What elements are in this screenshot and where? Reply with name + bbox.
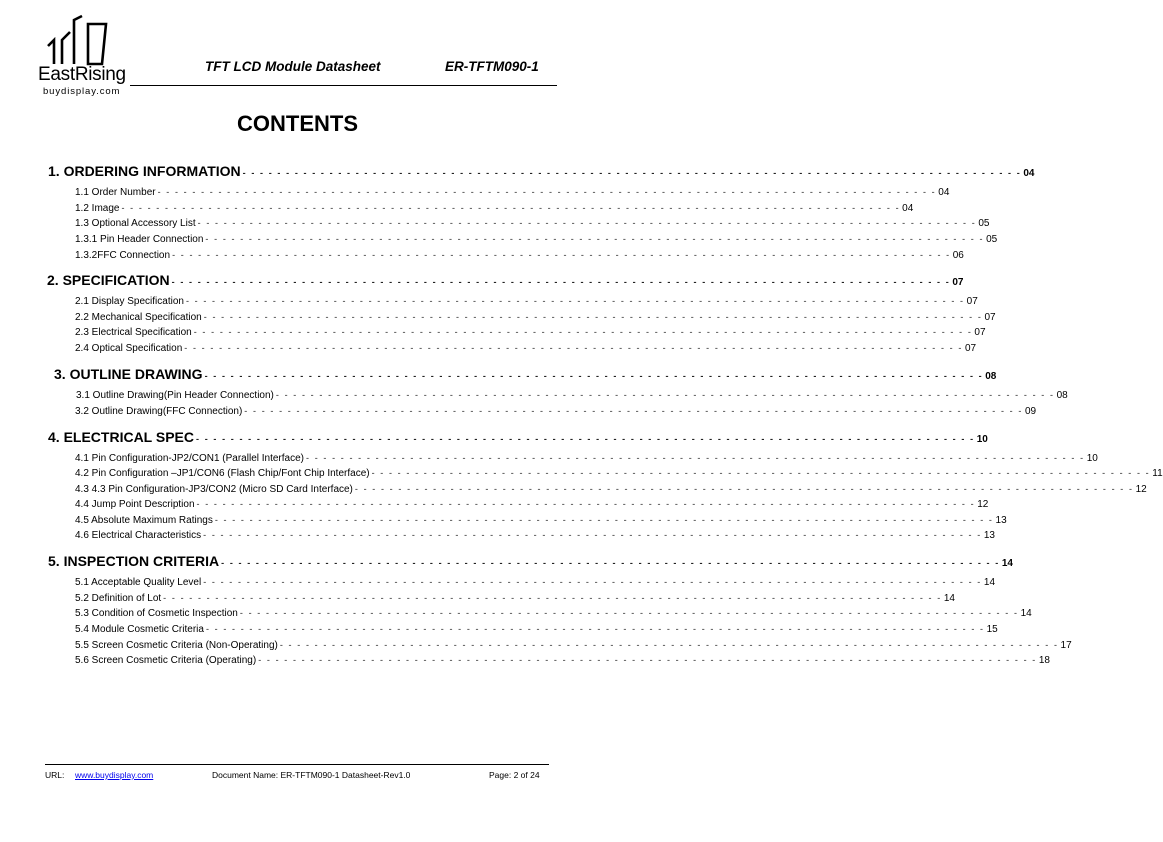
toc-page: 17 [1060,640,1072,651]
toc-entry-5-6[interactable] [75,655,1050,671]
toc-label: 1.3.1 Pin Header Connection [75,234,204,245]
toc-leader: - - - - - - - - - - - - - - - - - - - - - - - - - - - - - - - - - - - - - - - - - - - - - - - - - - - - - - - - - - - - - - - - - - - - - - - - - - - - - - - - - - - - - - - - - - [242,168,1022,178]
toc-leader: - - - - - - - - - - - - - - - - - - - - - - - - - - - - - - - - - - - - - - - - - - - - - - - - - - - - - - - - - - - - - - - - - - - - - - - - - - - - - - - - - - - - - - - - - - [172,250,951,260]
toc-entry-4-6[interactable] [75,530,995,546]
toc-page: 06 [952,250,964,261]
toc-label: 5. INSPECTION CRITERIA [48,553,220,569]
toc-leader: - - - - - - - - - - - - - - - - - - - - - - - - - - - - - - - - - - - - - - - - - - - - - - - - - - - - - - - - - - - - - - - - - - - - - - - - - - - - - - - - - - - - - - - - - - [279,640,1059,650]
toc-label: 2.1 Display Specification [75,296,184,307]
toc-page: 07 [966,296,978,307]
toc-entry-5-4[interactable] [75,624,998,640]
toc-leader: - - - - - - - - - - - - - - - - - - - - - - - - - - - - - - - - - - - - - - - - - - - - - - - - - - - - - - - - - - - - - - - - - - - - - - - - - - - - - - - - - - - - - - - - - - [193,327,973,337]
model-number: ER-TFTM090-1 [445,59,539,74]
toc-page: 14 [943,593,955,604]
toc-label: 2.3 Electrical Specification [75,327,192,338]
toc-label: 1.1 Order Number [75,187,156,198]
toc-page: 10 [976,434,988,445]
toc-entry-3-1[interactable] [76,390,1068,406]
toc-label: 3.2 Outline Drawing(FFC Connection) [75,406,243,417]
toc-entry-5-5[interactable] [75,640,1072,656]
toc-leader: - - - - - - - - - - - - - - - - - - - - - - - - - - - - - - - - - - - - - - - - - - - - - - - - - - - - - - - - - - - - - - - - - - - - - - - - - - - - - - - - - - - - - - - - - - [205,234,985,244]
toc-label: 4.1 Pin Configuration-JP2/CON1 (Parallel Interface) [75,453,304,464]
toc-label: 4.2 Pin Configuration –JP1/CON6 (Flash Chip/Font Chip Interface) [75,468,370,479]
toc-leader: - - - - - - - - - - - - - - - - - - - - - - - - - - - - - - - - - - - - - - - - - - - - - - - - - - - - - - - - - - - - - - - - - - - - - - - - - - - - - - - - - - - - - - - - - - [203,530,982,540]
toc-leader: - - - - - - - - - - - - - - - - - - - - - - - - - - - - - - - - - - - - - - - - - - - - - - - - - - - - - - - - - - - - - - - - - - - - - - - - - - - - - - - - - - - - - - - - - - [204,371,984,381]
toc-page: 10 [1086,453,1098,464]
toc-section-1[interactable] [48,163,1035,179]
toc-entry-3-2[interactable] [75,406,1037,422]
brand-name: EastRising [38,64,126,85]
toc-label: 1. ORDERING INFORMATION [48,163,241,179]
document-title: TFT LCD Module Datasheet [205,59,381,74]
toc-leader: - - - - - - - - - - - - - - - - - - - - - - - - - - - - - - - - - - - - - - - - - - - - - - - - - - - - - - - - - - - - - - - - - - - - - - - - - - - - - - - - - - - - - - - - - - [203,312,983,322]
toc-section-3[interactable] [54,366,997,382]
toc-leader: - - - - - - - - - - - - - - - - - - - - - - - - - - - - - - - - - - - - - - - - - - - - - - - - - - - - - - - - - - - - - - - - - - - - - - - - - - - - - - - - - - - - - - - - - - [244,406,1023,416]
footer-url-label: URL: [45,770,65,780]
toc-label: 1.2 Image [75,203,120,214]
footer-page-number: Page: 2 of 24 [489,770,540,780]
toc-entry-2-3[interactable] [75,327,986,343]
toc-leader: - - - - - - - - - - - - - - - - - - - - - - - - - - - - - - - - - - - - - - - - - - - - - - - - - - - - - - - - - - - - - - - - - - - - - - - - - - - - - - - - - - - - - - - - - - [354,484,1134,494]
footer-url-link-wrap [75,770,153,780]
toc-label: 4.3 4.3 Pin Configuration-JP3/CON2 (Micro SD Card Interface) [75,484,353,495]
toc-entry-4-5[interactable] [75,515,1007,531]
toc-label: 4.6 Electrical Characteristics [75,530,202,541]
toc-page: 07 [974,327,986,338]
toc-page: 18 [1038,655,1050,666]
toc-page: 14 [1001,558,1013,569]
toc-page: 07 [984,312,996,323]
brand-site: buydisplay.com [43,86,121,97]
toc-section-2[interactable] [47,272,964,288]
toc-entry-5-3[interactable] [75,608,1032,624]
toc-leader: - - - - - - - - - - - - - - - - - - - - - - - - - - - - - - - - - - - - - - - - - - - - - - - - - - - - - - - - - - - - - - - - - - - - - - - - - - - - - - - - - - - - - - - - - - [275,390,1055,400]
toc-leader: - - - - - - - - - - - - - - - - - - - - - - - - - - - - - - - - - - - - - - - - - - - - - - - - - - - - - - - - - - - - - - - - - - - - - - - - - - - - - - - - - - - - - - - - - - [121,203,901,213]
toc-leader: - - - - - - - - - - - - - - - - - - - - - - - - - - - - - - - - - - - - - - - - - - - - - - - - - - - - - - - - - - - - - - - - - - - - - - - - - - - - - - - - - - - - - - - - - - [214,515,994,525]
toc-page: 05 [978,218,990,229]
logo-mark-icon [44,16,108,66]
toc-page: 13 [995,515,1007,526]
footer-url-link[interactable]: www.buydisplay.com [75,770,154,780]
toc-leader: - - - - - - - - - - - - - - - - - - - - - - - - - - - - - - - - - - - - - - - - - - - - - - - - - - - - - - - - - - - - - - - - - - - - - - - - - - - - - - - - - - - - - - - - - - [221,558,1000,568]
toc-page: 12 [1135,484,1147,495]
toc-label: 2. SPECIFICATION [47,272,170,288]
toc-leader: - - - - - - - - - - - - - - - - - - - - - - - - - - - - - - - - - - - - - - - - - - - - - - - - - - - - - - - - - - - - - - - - - - - - - - - - - - - - - - - - - - - - - - - - - - [306,453,1085,463]
toc-leader: - - - - - - - - - - - - - - - - - - - - - - - - - - - - - - - - - - - - - - - - - - - - - - - - - - - - - - - - - - - - - - - - - - - - - - - - - - - - - - - - - - - - - - - - - - [205,624,985,634]
toc-label: 5.3 Condition of Cosmetic Inspection [75,608,238,619]
toc-page: 08 [985,371,997,382]
toc-entry-5-2[interactable] [75,593,955,609]
toc-entry-5-1[interactable] [75,577,996,593]
toc-leader: - - - - - - - - - - - - - - - - - - - - - - - - - - - - - - - - - - - - - - - - - - - - - - - - - - - - - - - - - - - - - - - - - - - - - - - - - - - - - - - - - - - - - - - - - - [239,608,1019,618]
toc-leader: - - - - - - - - - - - - - - - - - - - - - - - - - - - - - - - - - - - - - - - - - - - - - - - - - - - - - - - - - - - - - - - - - - - - - - - - - - - - - - - - - - - - - - - - - - [185,296,965,306]
toc-entry-4-2[interactable] [75,468,1163,484]
toc-entry-1-3[interactable] [75,218,990,234]
toc-leader: - - - - - - - - - - - - - - - - - - - - - - - - - - - - - - - - - - - - - - - - - - - - - - - - - - - - - - - - - - - - - - - - - - - - - - - - - - - - - - - - - - - - - - - - - - [203,577,982,587]
toc-entry-4-1[interactable] [75,453,1098,469]
toc-leader: - - - - - - - - - - - - - - - - - - - - - - - - - - - - - - - - - - - - - - - - - - - - - - - - - - - - - - - - - - - - - - - - - - - - - - - - - - - - - - - - - - - - - - - - - - [197,218,977,228]
toc-entry-2-2[interactable] [75,312,996,328]
eastrising-logo [38,16,130,100]
toc-entry-4-4[interactable] [75,499,989,515]
toc-label: 4. ELECTRICAL SPEC [48,429,194,445]
toc-entry-1-2[interactable] [75,203,914,219]
toc-label: 3.1 Outline Drawing(Pin Header Connection) [76,390,274,401]
toc-entry-2-4[interactable] [75,343,977,359]
toc-leader: - - - - - - - - - - - - - - - - - - - - - - - - - - - - - - - - - - - - - - - - - - - - - - - - - - - - - - - - - - - - - - - - - - - - - - - - - - - - - - - - - - - - - - - - - - [371,468,1151,478]
toc-page: 11 [1152,468,1163,479]
toc-leader: - - - - - - - - - - - - - - - - - - - - - - - - - - - - - - - - - - - - - - - - - - - - - - - - - - - - - - - - - - - - - - - - - - - - - - - - - - - - - - - - - - - - - - - - - - [157,187,937,197]
header-divider [130,85,557,86]
toc-label: 2.4 Optical Specification [75,343,183,354]
footer-document-name: Document Name: ER-TFTM090-1 Datasheet-Rev1.0 [212,770,411,780]
toc-entry-2-1[interactable] [75,296,978,312]
toc-page: 07 [952,277,964,288]
toc-entry-1-3-1[interactable] [75,234,998,250]
toc-label: 5.5 Screen Cosmetic Criteria (Non-Operating) [75,640,278,651]
toc-section-4[interactable] [48,429,988,445]
toc-leader: - - - - - - - - - - - - - - - - - - - - - - - - - - - - - - - - - - - - - - - - - - - - - - - - - - - - - - - - - - - - - - - - - - - - - - - - - - - - - - - - - - - - - - - - - - [184,343,963,353]
toc-label: 4.4 Jump Point Description [75,499,195,510]
toc-leader: - - - - - - - - - - - - - - - - - - - - - - - - - - - - - - - - - - - - - - - - - - - - - - - - - - - - - - - - - - - - - - - - - - - - - - - - - - - - - - - - - - - - - - - - - - [196,434,975,444]
toc-section-5[interactable] [48,553,1013,569]
toc-leader: - - - - - - - - - - - - - - - - - - - - - - - - - - - - - - - - - - - - - - - - - - - - - - - - - - - - - - - - - - - - - - - - - - - - - - - - - - - - - - - - - - - - - - - - - - [163,593,942,603]
page-title: CONTENTS [237,111,358,136]
toc-label: 1.3.2FFC Connection [75,250,171,261]
toc-label: 2.2 Mechanical Specification [75,312,202,323]
toc-leader: - - - - - - - - - - - - - - - - - - - - - - - - - - - - - - - - - - - - - - - - - - - - - - - - - - - - - - - - - - - - - - - - - - - - - - - - - - - - - - - - - - - - - - - - - - [196,499,976,509]
toc-page: 05 [986,234,998,245]
footer-divider [45,764,549,765]
toc-page: 04 [902,203,914,214]
toc-label: 1.3 Optional Accessory List [75,218,196,229]
toc-page: 14 [983,577,996,588]
toc-page: 13 [983,530,995,541]
toc-label: 4.5 Absolute Maximum Ratings [75,515,213,526]
toc-page: 04 [1023,168,1035,179]
toc-label: 5.1 Acceptable Quality Level [75,577,202,588]
toc-leader: - - - - - - - - - - - - - - - - - - - - - - - - - - - - - - - - - - - - - - - - - - - - - - - - - - - - - - - - - - - - - - - - - - - - - - - - - - - - - - - - - - - - - - - - - - [171,277,951,287]
toc-page: 12 [977,499,989,510]
toc-page: 07 [964,343,977,354]
toc-page: 04 [938,187,950,198]
toc-entry-1-1[interactable] [75,187,950,203]
toc-label: 5.4 Module Cosmetic Criteria [75,624,204,635]
toc-page: 15 [986,624,998,635]
toc-label: 5.6 Screen Cosmetic Criteria (Operating) [75,655,257,666]
toc-label: 5.2 Definition of Lot [75,593,162,604]
toc-entry-1-3-2[interactable] [75,250,964,266]
toc-page: 14 [1020,608,1032,619]
toc-page: 09 [1024,406,1037,417]
toc-entry-4-3[interactable] [75,484,1147,500]
toc-page: 08 [1056,390,1068,401]
toc-leader: - - - - - - - - - - - - - - - - - - - - - - - - - - - - - - - - - - - - - - - - - - - - - - - - - - - - - - - - - - - - - - - - - - - - - - - - - - - - - - - - - - - - - - - - - - [258,655,1037,665]
toc-label: 3. OUTLINE DRAWING [54,366,203,382]
